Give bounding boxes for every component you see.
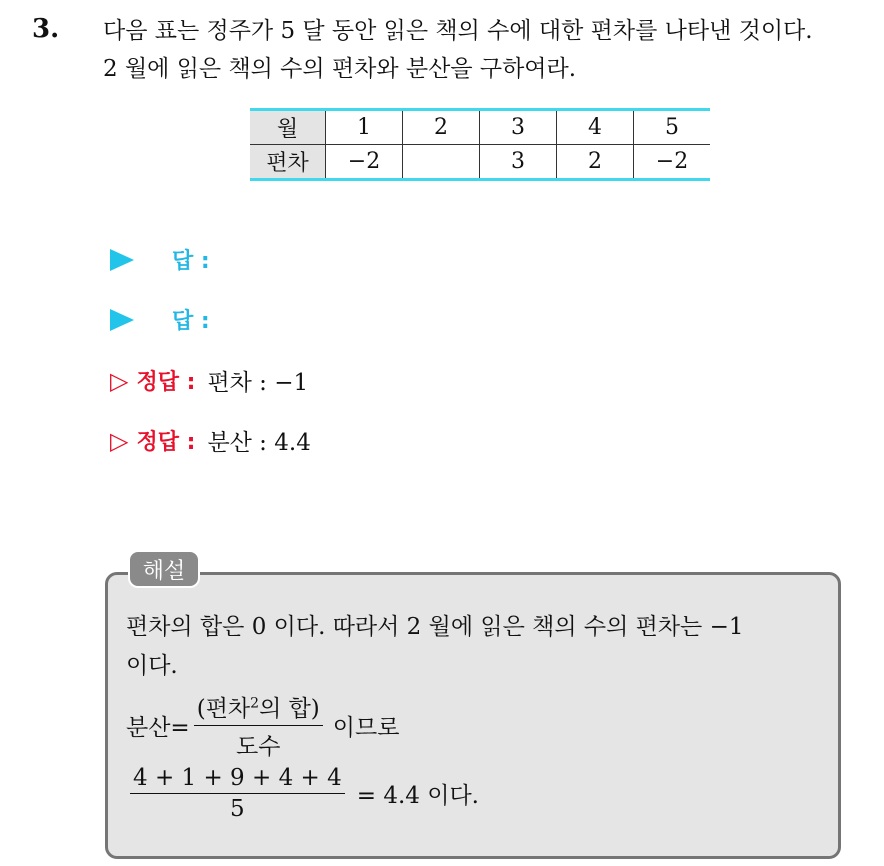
table-cell-deviation: −2 (326, 145, 403, 180)
correct-answer-row-2 (110, 424, 311, 457)
fraction-denominator: 도수 (236, 734, 281, 760)
question-number: 3. (32, 14, 60, 44)
formula-lhs: 분산= (126, 715, 190, 741)
formula-tail: 이므로 (332, 715, 400, 741)
superscript: 2 (250, 695, 260, 712)
answer-label: 답 : (172, 309, 210, 334)
table-cell-deviation: 3 (480, 145, 557, 180)
answer-row-1[interactable] (110, 244, 210, 275)
question-line-2: 2 월에 읽은 책의 수의 편차와 분산을 구하여라. (103, 56, 577, 82)
correct-label: 정답 : (136, 370, 196, 395)
fraction-numerator: 4 + 1 + 9 + 4 + 4 (130, 765, 345, 794)
table-header-month: 월 (250, 110, 326, 145)
numerator-text: (편차 (196, 696, 251, 722)
table-cell-month: 3 (480, 110, 557, 145)
outline-triangle-icon: ▷ (110, 366, 129, 395)
table-row-deviations (250, 145, 710, 180)
explanation-line-2: 이다. (126, 653, 178, 679)
calculation-fraction (130, 765, 345, 822)
variance-fraction (194, 690, 323, 761)
explanation-line-1: 편차의 합은 0 이다. 따라서 2 월에 읽은 책의 수의 편차는 −1 (126, 614, 744, 640)
table-cell-deviation: −2 (634, 145, 711, 180)
table-cell-month: 5 (634, 110, 711, 145)
play-triangle-icon (110, 249, 134, 271)
fraction-denominator: 5 (230, 796, 245, 822)
table-cell-month: 4 (557, 110, 634, 145)
table-row-months (250, 110, 710, 145)
variance-formula (126, 690, 399, 761)
play-triangle-icon (110, 309, 134, 331)
table-header-deviation: 편차 (250, 145, 326, 180)
explanation-tab: 해설 (128, 550, 200, 588)
answer-row-2[interactable] (110, 304, 210, 335)
fraction-numerator (194, 690, 323, 726)
calculation-result: = 4.4 이다. (356, 783, 479, 809)
numerator-rest: 의 합) (259, 696, 320, 722)
correct-answer-row-1 (110, 364, 308, 397)
table-cell-deviation: 2 (557, 145, 634, 180)
correct-label: 정답 : (136, 430, 196, 455)
table-cell-month: 1 (326, 110, 403, 145)
calculation-formula (126, 765, 479, 822)
answer-label: 답 : (172, 249, 210, 274)
table-cell-deviation (403, 145, 480, 180)
outline-triangle-icon: ▷ (110, 426, 129, 455)
correct-value: 분산 : 4.4 (207, 430, 311, 456)
correct-value: 편차 : −1 (207, 370, 309, 396)
table-cell-month: 2 (403, 110, 480, 145)
question-text (103, 12, 873, 88)
deviation-table (250, 108, 710, 181)
question-line-1: 다음 표는 정주가 5 달 동안 읽은 책의 수에 대한 편차를 나타낸 것이다. (103, 18, 813, 44)
